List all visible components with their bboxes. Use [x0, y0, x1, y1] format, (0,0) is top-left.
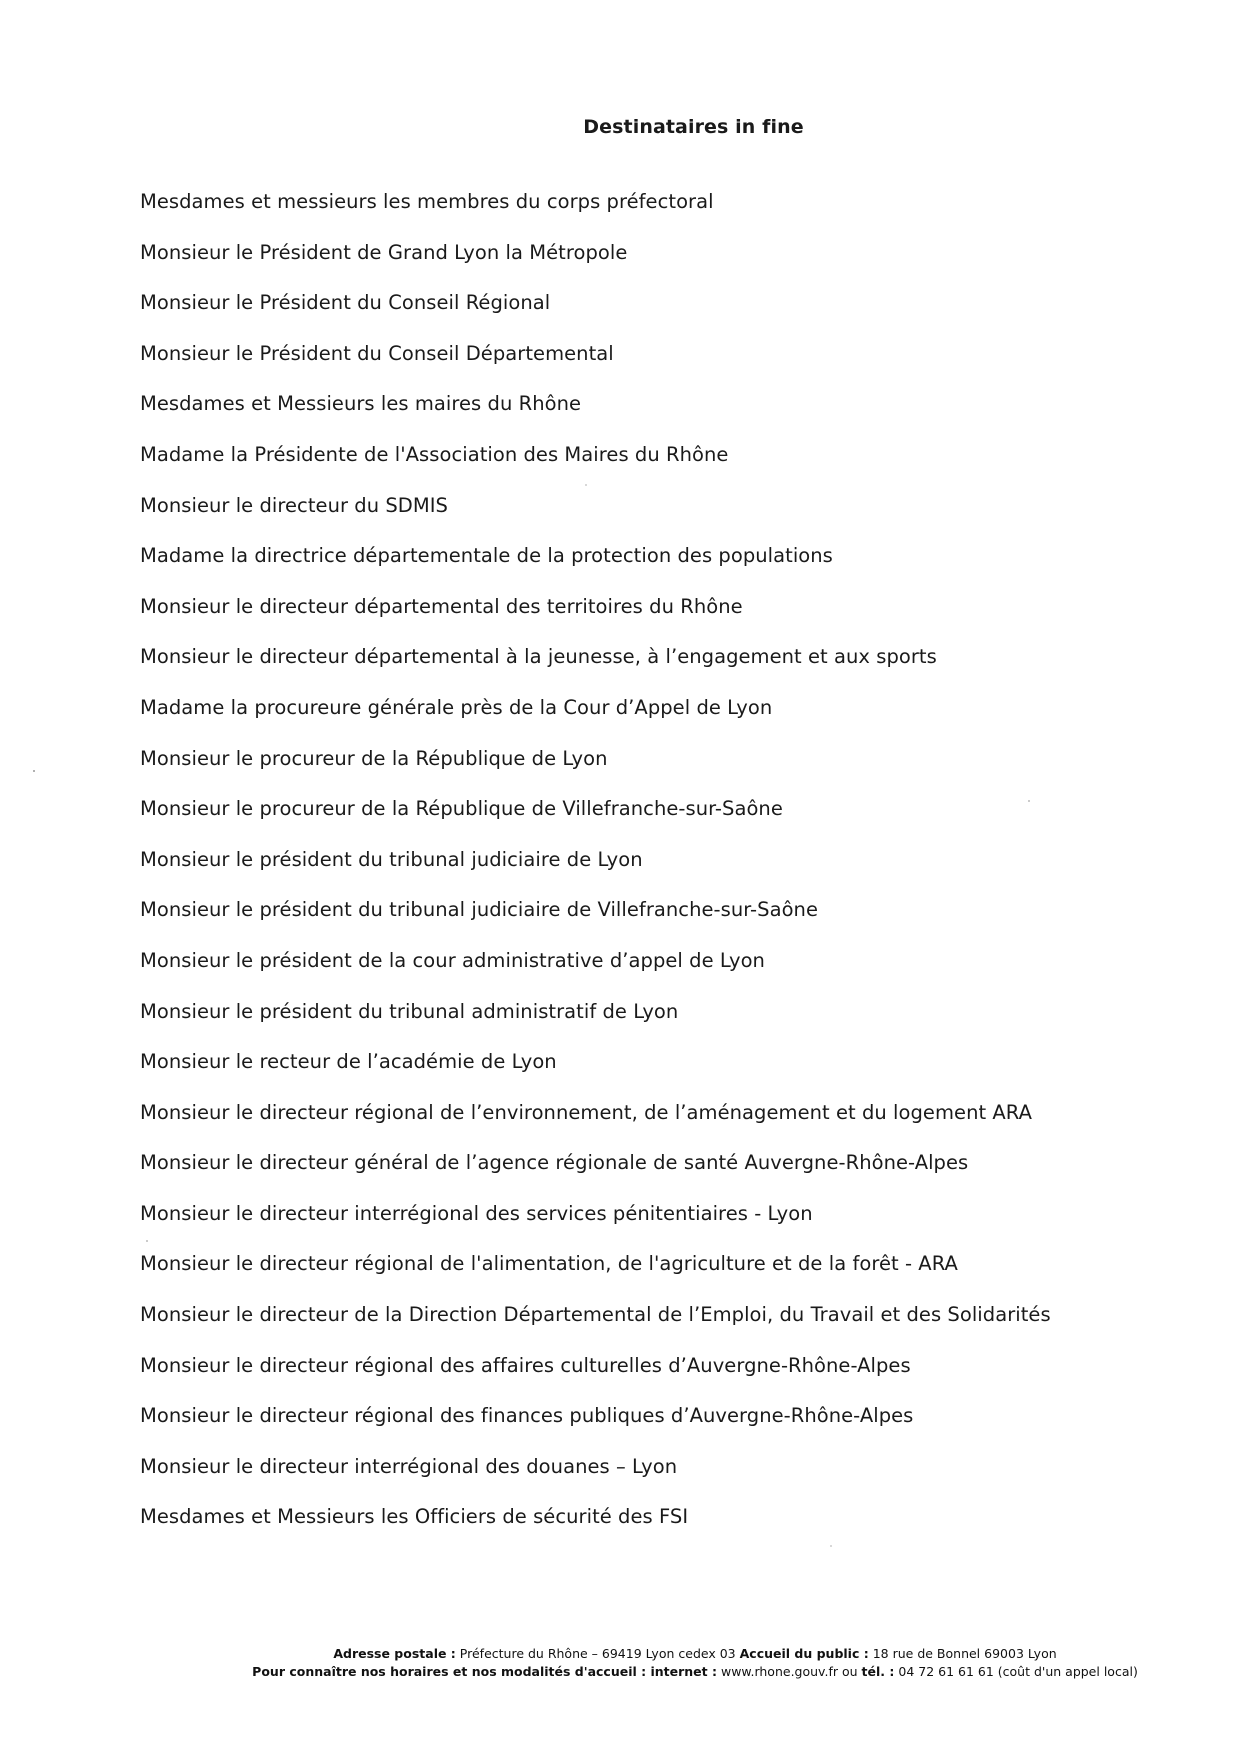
- list-item: Monsieur le directeur de la Direction Départemental de l’Emploi, du Travail et des Solidarités: [140, 1303, 1051, 1327]
- list-item: Monsieur le Président du Conseil Départemental: [140, 341, 614, 365]
- recipient-list: [140, 190, 1051, 1556]
- or-text: ou: [841, 1664, 858, 1679]
- scan-speck: [1028, 800, 1030, 802]
- list-item: Mesdames et messieurs les membres du corps préfectoral: [140, 190, 714, 213]
- list-item: Monsieur le directeur départemental des territoires du Rhône: [140, 594, 743, 618]
- list-item: Monsieur le directeur régional de l'alimentation, de l'agriculture et de la forêt - ARA: [140, 1252, 958, 1276]
- list-item: Monsieur le président du tribunal judiciaire de Villefranche-sur-Saône: [140, 898, 819, 922]
- postal-address-value: Préfecture du Rhône – 69419 Lyon cedex 03: [459, 1646, 736, 1661]
- scan-speck: [830, 1545, 832, 1547]
- list-item: Monsieur le président de la cour administrative d’appel de Lyon: [140, 948, 765, 972]
- page-title: Destinataires in fine: [583, 116, 804, 138]
- list-item: Monsieur le président du tribunal judiciaire de Lyon: [140, 847, 643, 871]
- footer: [0, 1645, 1240, 1681]
- list-item: Monsieur le procureur de la République de Lyon: [140, 746, 608, 770]
- list-item: Mesdames et Messieurs les Officiers de sécurité des FSI: [140, 1505, 689, 1529]
- public-reception-value: 18 rue de Bonnel 69003 Lyon: [872, 1646, 1057, 1661]
- list-item: Monsieur le directeur interrégional des douanes – Lyon: [140, 1454, 678, 1478]
- hours-label: Pour connaître nos horaires et nos modalités d'accueil : internet :: [252, 1664, 717, 1679]
- phone-label: tél. :: [861, 1664, 895, 1679]
- list-item: Madame la Présidente de l'Association des Maires du Rhône: [140, 442, 729, 466]
- website-link[interactable]: www.rhone.gouv.fr: [720, 1664, 838, 1679]
- list-item: Monsieur le recteur de l’académie de Lyon: [140, 1050, 557, 1074]
- list-item: Madame la directrice départementale de la protection des populations: [140, 544, 833, 568]
- list-item: Monsieur le Président du Conseil Régional: [140, 291, 551, 315]
- public-reception-label: Accueil du public :: [739, 1646, 869, 1661]
- list-item: Monsieur le directeur régional de l’environnement, de l’aménagement et du logement ARA: [140, 1100, 1033, 1124]
- list-item: Monsieur le directeur régional des finances publiques d’Auvergne-Rhône-Alpes: [140, 1404, 914, 1428]
- footer-line-contact: [150, 1663, 1240, 1681]
- list-item: Monsieur le président du tribunal administratif de Lyon: [140, 999, 679, 1023]
- footer-line-address: [150, 1645, 1240, 1663]
- list-item: Monsieur le directeur général de l’agence régionale de santé Auvergne-Rhône-Alpes: [140, 1151, 969, 1175]
- list-item: Mesdames et Messieurs les maires du Rhône: [140, 392, 582, 416]
- postal-address-label: Adresse postale :: [333, 1646, 456, 1661]
- list-item: Madame la procureure générale près de la Cour d’Appel de Lyon: [140, 695, 773, 719]
- phone-value: 04 72 61 61 61 (coût d'un appel local): [898, 1664, 1138, 1679]
- list-item: Monsieur le Président de Grand Lyon la Métropole: [140, 240, 628, 264]
- list-item: Monsieur le procureur de la République de Villefranche-sur-Saône: [140, 797, 783, 821]
- scan-speck: [33, 770, 35, 772]
- list-item: Monsieur le directeur du SDMIS: [140, 493, 448, 517]
- list-item: Monsieur le directeur interrégional des services pénitentiaires - Lyon: [140, 1201, 813, 1225]
- list-item: Monsieur le directeur départemental à la jeunesse, à l’engagement et aux sports: [140, 645, 937, 669]
- scan-speck: [585, 484, 587, 486]
- scan-speck: [146, 1240, 148, 1242]
- list-item: Monsieur le directeur régional des affaires culturelles d’Auvergne-Rhône-Alpes: [140, 1353, 911, 1377]
